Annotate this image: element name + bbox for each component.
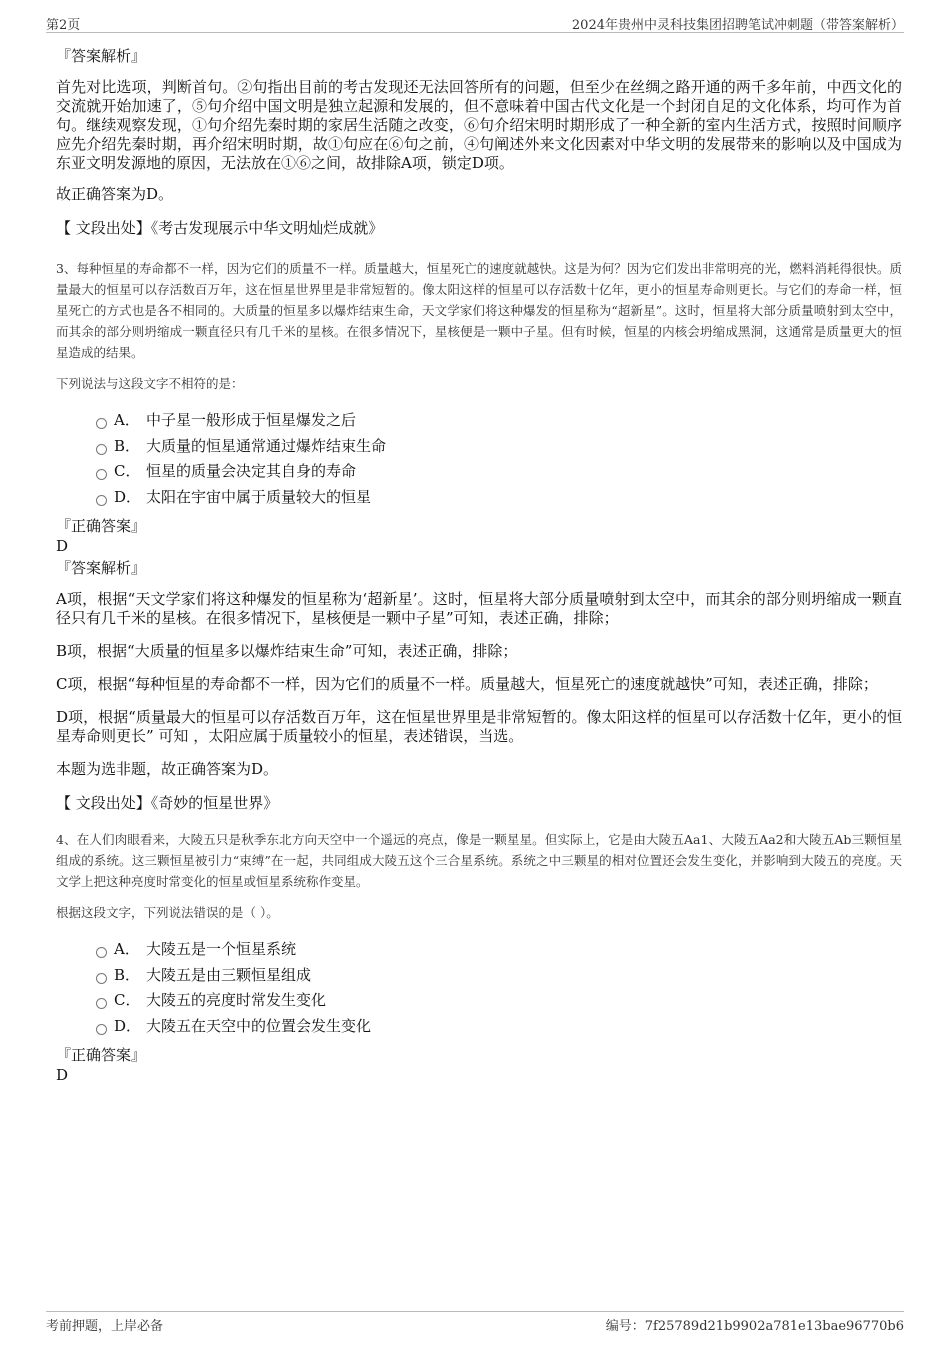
option-letter: B． bbox=[114, 436, 141, 455]
q3-answer: D bbox=[56, 537, 69, 555]
option-letter: A． bbox=[114, 411, 140, 429]
q4-option-b[interactable] bbox=[56, 963, 902, 989]
q3-answer-heading: 『正确答案』 bbox=[56, 517, 147, 535]
option-text: 大陵五是一个恒星系统 bbox=[146, 940, 297, 958]
page-number: 第2页 bbox=[46, 18, 81, 33]
q2-source: 【 文段出处】《考古发现展示中华文明灿烂成就》 bbox=[56, 219, 384, 237]
q3-source: 【 文段出处】《奇妙的恒星世界》 bbox=[56, 794, 279, 812]
q3-option-d[interactable] bbox=[56, 485, 902, 511]
radio-button-icon[interactable] bbox=[96, 998, 107, 1009]
option-letter: C． bbox=[114, 462, 141, 480]
q4-option-a[interactable] bbox=[56, 937, 902, 963]
page-footer bbox=[46, 1311, 904, 1336]
radio-button-icon[interactable] bbox=[96, 469, 107, 480]
option-text: 中子星一般形成于恒星爆发之后 bbox=[146, 411, 357, 429]
page-content bbox=[56, 46, 902, 1085]
document-code bbox=[606, 1315, 904, 1334]
q3-options bbox=[56, 408, 902, 510]
radio-button-icon[interactable] bbox=[96, 1024, 107, 1035]
radio-button-icon[interactable] bbox=[96, 495, 107, 506]
option-letter: C． bbox=[114, 991, 141, 1009]
option-letter: D． bbox=[114, 1016, 142, 1035]
radio-button-icon[interactable] bbox=[96, 444, 107, 455]
document-code-label: 编号： bbox=[605, 1319, 645, 1334]
option-text: 大陵五在天空中的位置会发生变化 bbox=[146, 1016, 372, 1035]
q3-analysis-d: D项，根据“质量最大的恒星可以存活数百万年，这在恒星世界里是非常短暂的。像太阳这样的恒星可以存活数十亿年，更小的恒星寿命则更长” 可知 ，太阳应属于质量较小的恒星，表述错误，当选。 bbox=[56, 708, 902, 745]
option-text: 大质量的恒星通常通过爆炸结束生命 bbox=[146, 436, 387, 455]
q2-analysis-text: 首先对比选项，判断首句。②句指出目前的考古发现还无法回答所有的问题，但至少在丝绸之路开通的两千多年前，中西文化的交流就开始加速了，⑤句介绍中国文明是独立起源和发展的，但不意味着中国古代文化是一个封闭自足的文化体系，均可作为首句。继续观察发现，①句介绍先秦时期的家居生活随之改变，⑥句介绍宋明时期形成了一种全新的室内生活方式，按照时间顺序应先介绍先秦时期，再介绍宋明时期，故①句应在⑥句之前，④句阐述外来文化因素对中华文明的发展带来的影响以及中国成为东亚文明发源地的原因，无法放在①⑥之间，故排除A项，锁定D项。 bbox=[56, 78, 902, 172]
option-letter: D． bbox=[114, 487, 142, 506]
document-title: 2024年贵州中灵科技集团招聘笔试冲刺题（带答案解析） bbox=[571, 18, 904, 33]
q4-answer-heading: 『正确答案』 bbox=[56, 1046, 147, 1064]
q3-analysis-heading: 『答案解析』 bbox=[56, 559, 147, 577]
q3-option-b[interactable] bbox=[56, 434, 902, 460]
q2-conclusion: 故正确答案为D。 bbox=[56, 185, 174, 203]
option-text: 太阳在宇宙中属于质量较大的恒星 bbox=[146, 487, 372, 506]
radio-button-icon[interactable] bbox=[96, 947, 107, 958]
q3-conclusion: 本题为选非题，故正确答案为D。 bbox=[56, 760, 279, 778]
radio-button-icon[interactable] bbox=[96, 418, 107, 429]
footer-slogan: 考前押题，上岸必备 bbox=[46, 1319, 164, 1334]
q4-option-c[interactable] bbox=[56, 988, 902, 1014]
option-text: 恒星的质量会决定其自身的寿命 bbox=[146, 462, 357, 480]
document-code-value: 7f25789d21b9902a781e13bae96770b6 bbox=[644, 1319, 904, 1334]
q4-options bbox=[56, 937, 902, 1039]
q3-option-a[interactable] bbox=[56, 408, 902, 434]
q4-option-d[interactable] bbox=[56, 1014, 902, 1040]
q3-analysis-b: B项，根据“大质量的恒星多以爆炸结束生命”可知，表述正确，排除； bbox=[56, 642, 518, 660]
q3-option-c[interactable] bbox=[56, 459, 902, 485]
q4-answer: D bbox=[56, 1066, 69, 1084]
q3-analysis-c: C项，根据“每种恒星的寿命都不一样，因为它们的质量不一样。质量越大，恒星死亡的速度就越快”可知，表述正确，排除； bbox=[56, 675, 878, 693]
option-text: 大陵五的亮度时常发生变化 bbox=[146, 991, 327, 1009]
radio-button-icon[interactable] bbox=[96, 973, 107, 984]
page-header bbox=[46, 12, 904, 33]
q4-question: 根据这段文字，下列说法错误的是（ ）。 bbox=[56, 905, 279, 920]
q3-question: 下列说法与这段文字不相符的是： bbox=[56, 376, 244, 391]
q4-passage: 4、在人们肉眼看来，大陵五只是秋季东北方向天空中一个遥远的亮点，像是一颗星星。但实际上，它是由大陵五Aa1、大陵五Aa2和大陵五Ab三颗恒星组成的系统。这三颗恒星被引力“束缚”在一起，共同组成大陵五这个三合星系统。系统之中三颗星的相对位置还会发生变化，并影响到大陵五的亮度。天文学上把这种亮度时常变化的恒星或恒星系统称作变星。 bbox=[56, 832, 902, 889]
option-letter: B． bbox=[114, 965, 141, 984]
q3-passage: 3、每种恒星的寿命都不一样，因为它们的质量不一样。质量越大，恒星死亡的速度就越快。这是为何？因为它们发出非常明亮的光，燃料消耗得很快。质量最大的恒星可以存活数百万年，这在恒星世界里是非常短暂的。像太阳这样的恒星可以存活数十亿年，更小的恒星寿命则更长。与它们的寿命一样，恒星死亡的方式也是各不相同的。大质量的恒星多以爆炸结束生命，天文学家们将这种爆发的恒星称为“超新星”。这时，恒星将大部分质量喷射到太空中，而其余的部分则坍缩成一颗直径只有几千米的星核。在很多情况下，星核便是一颗中子星。但有时候，恒星的内核会坍缩成黑洞，这通常是质量更大的恒星造成的结果。 bbox=[56, 261, 902, 360]
q3-analysis-a: A项，根据“天文学家们将这种爆发的恒星称为‘超新星’。这时，恒星将大部分质量喷射到太空中，而其余的部分则坍缩成一颗直径只有几千米的星核。在很多情况下，星核便是一颗中子星”可知，表述正确，排除； bbox=[56, 590, 902, 627]
option-letter: A． bbox=[114, 940, 140, 958]
option-text: 大陵五是由三颗恒星组成 bbox=[146, 965, 312, 984]
q2-analysis-heading: 『答案解析』 bbox=[56, 47, 147, 65]
